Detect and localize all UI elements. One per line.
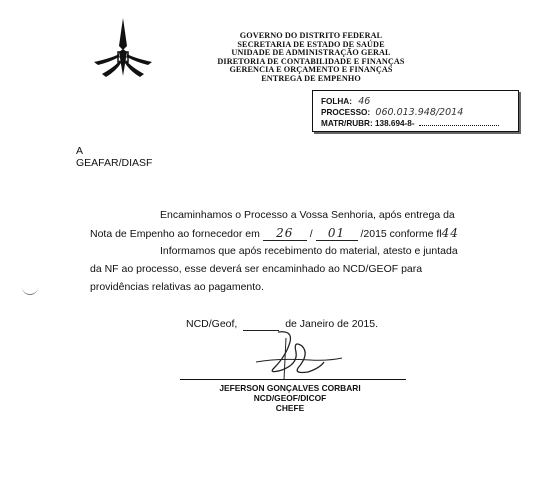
body-p1-line1: Encaminhamos o Processo a Vossa Senhoria, após entrega da: [160, 209, 455, 221]
addressee-prefix: A: [76, 145, 84, 157]
process-stamp-box: [312, 90, 519, 132]
header-line-2: SECRETARIA DE ESTADO DE SAÚDE: [237, 40, 385, 49]
body-p2-line1: Informamos que após recebimento do material, atesto e juntada: [160, 245, 458, 257]
month-value: 01: [327, 226, 346, 240]
date-line-suffix: de Janeiro de 2015.: [285, 318, 379, 330]
addressee-name: GEAFAR/DIASF: [76, 157, 153, 169]
fl-value: 44: [441, 226, 459, 240]
header-line-6: ENTREGA DE EMPENHO: [261, 74, 361, 83]
signatory-role: CHEFE: [275, 403, 305, 413]
processo-value: 060.013.948/2014: [375, 107, 464, 118]
matr-dots: [419, 125, 499, 126]
day-value: 26: [276, 226, 294, 240]
header-line-4: DIRETORIA DE CONTABILIDADE E FINANÇAS: [217, 57, 405, 66]
body-p2-line3: providências relativas ao pagamento.: [90, 281, 264, 293]
handwritten-signature: [238, 328, 348, 384]
date-line-prefix: NCD/Geof,: [186, 318, 238, 330]
processo-label: PROCESSO:: [321, 108, 371, 117]
signatory-name: JEFERSON GONÇALVES CORBARI: [219, 383, 361, 393]
header-line-3: UNIDADE DE ADMINISTRAÇÃO GERAL: [231, 48, 391, 57]
folha-value: 46: [358, 96, 371, 107]
signature-line: [180, 379, 406, 380]
month-blank: [316, 226, 358, 241]
margin-mark: [22, 282, 38, 295]
body-p1-line2-b: /2015 conforme fl: [360, 228, 442, 240]
signatory-unit: NCD/GEOF/DICOF: [253, 393, 327, 403]
date-slash: /: [309, 228, 313, 240]
day-blank: [263, 226, 307, 241]
body-p2-line2: da NF ao processo, esse deverá ser encaminhado ao NCD/GEOF para: [90, 263, 423, 275]
matr-label: MATR/RUBR: 138.694-8-: [321, 119, 415, 128]
brasilia-emblem-icon: [92, 16, 154, 84]
body-p1-line2: [90, 226, 459, 241]
header-line-5: GERENCIA E ORÇAMENTO E FINANÇAS: [229, 65, 393, 74]
body-p1-line2-a: Nota de Empenho ao fornecedor em: [90, 228, 260, 240]
folha-label: FOLHA:: [321, 97, 352, 106]
header-line-1: GOVERNO DO DISTRITO FEDERAL: [239, 31, 383, 40]
